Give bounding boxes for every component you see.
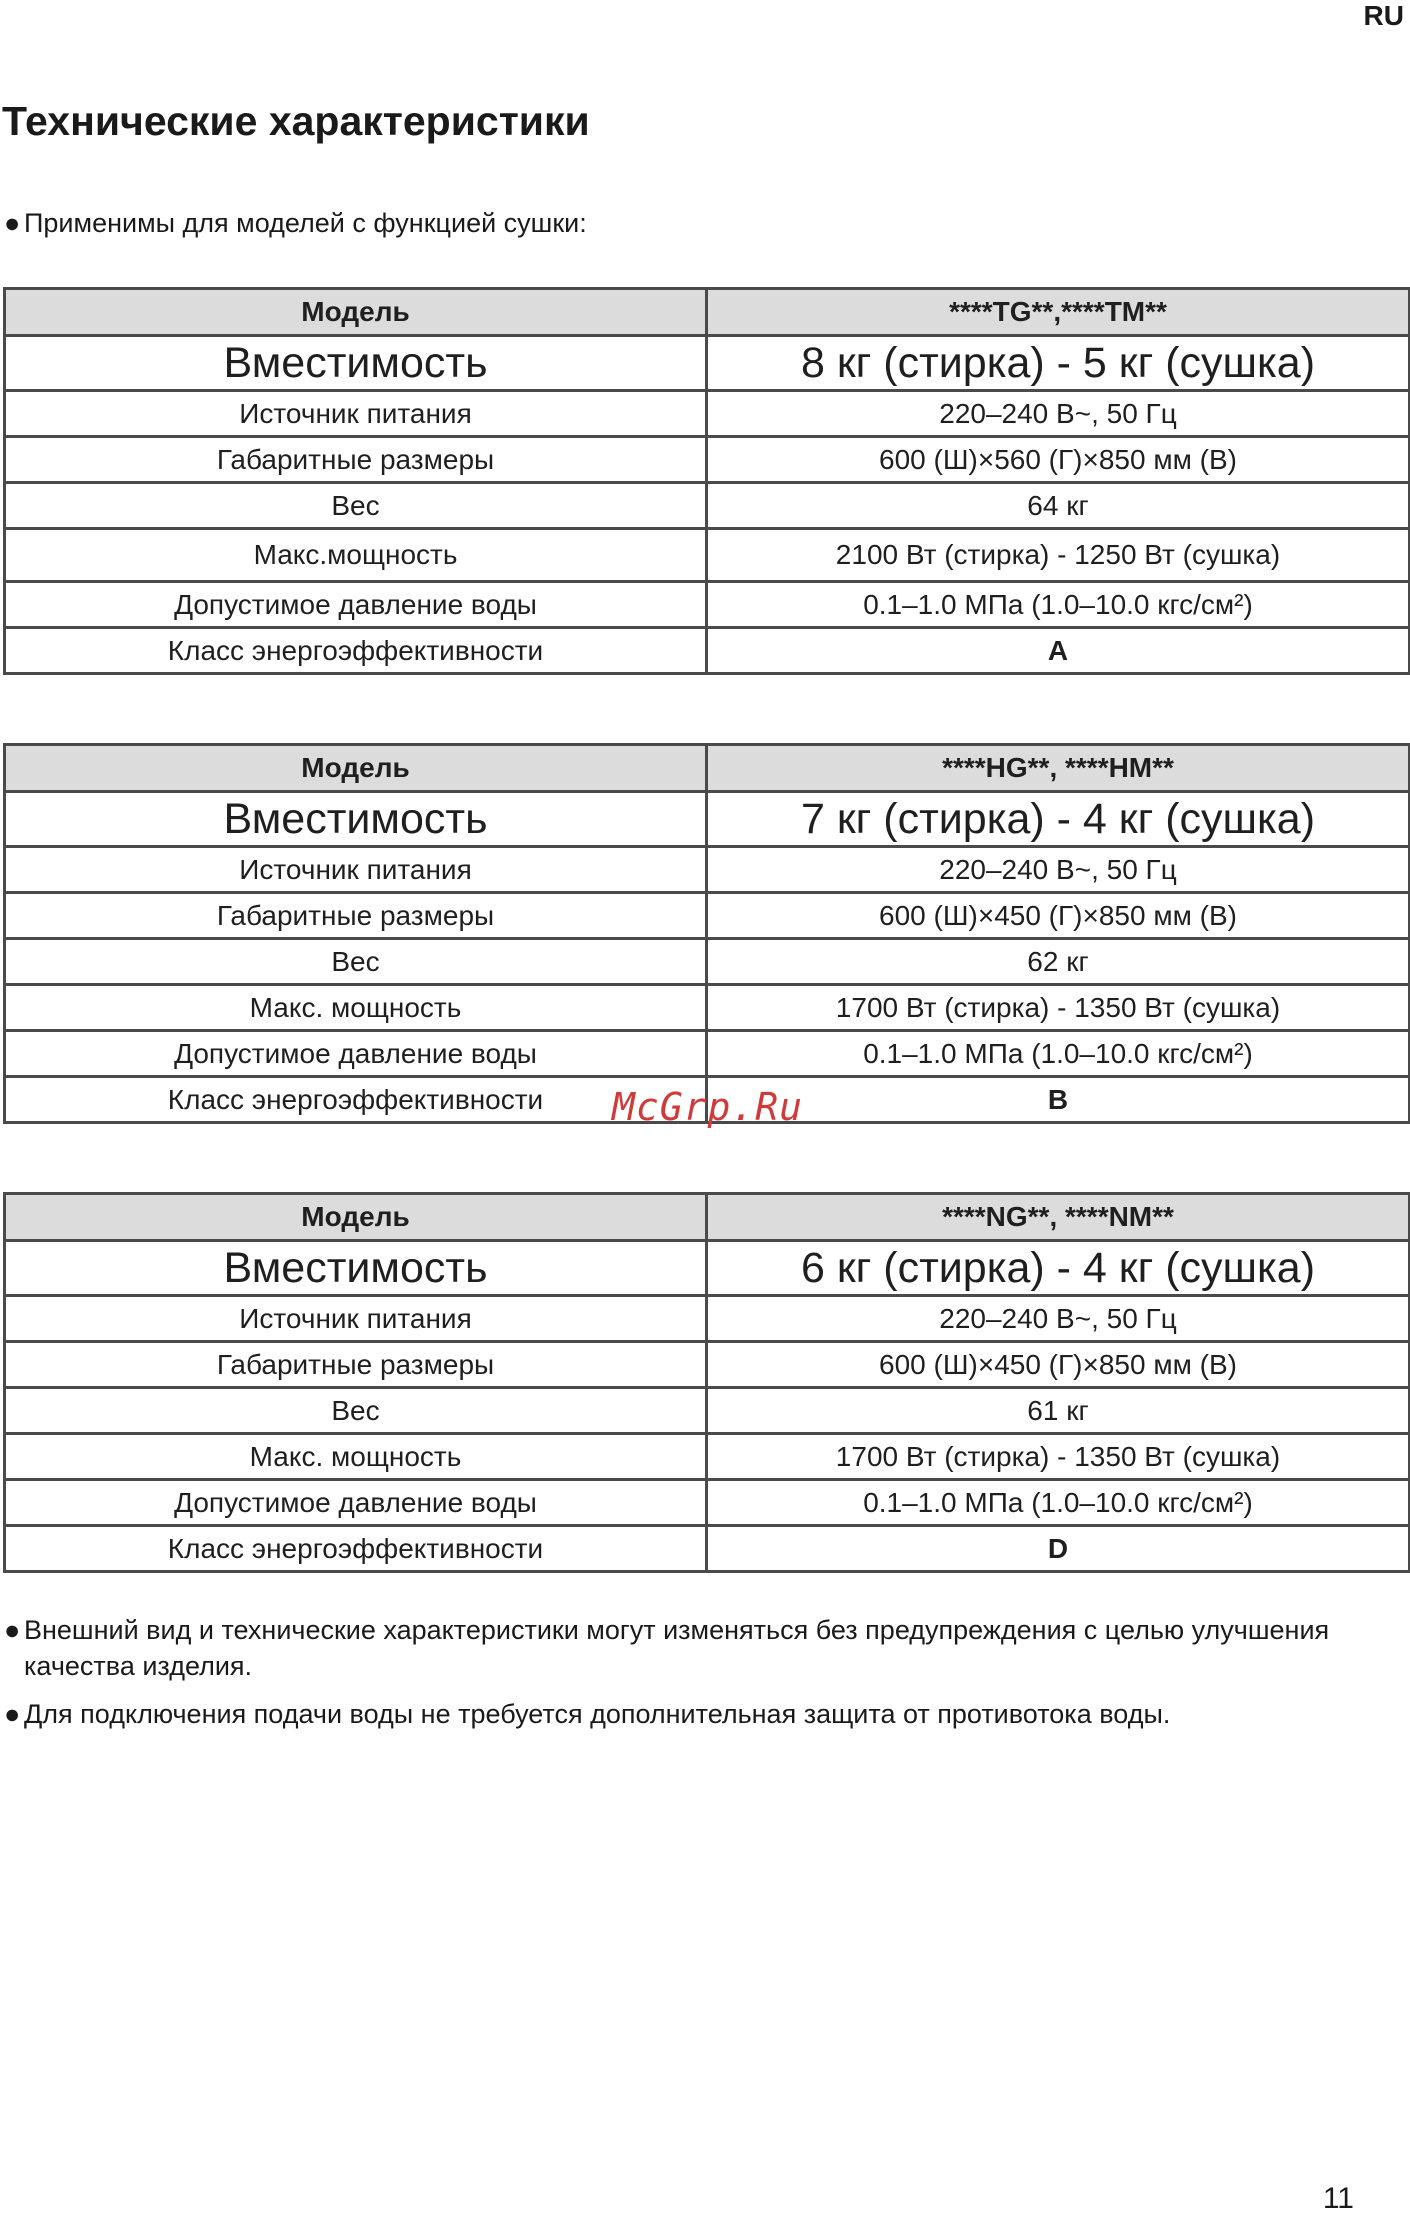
dims-value: 600 (Ш)×450 (Г)×850 мм (В) (707, 1342, 1410, 1388)
table-row (5, 939, 1410, 985)
footnote-item (4, 1696, 1404, 1732)
maxpower-value: 2100 Вт (стирка) - 1250 Вт (сушка) (707, 529, 1410, 582)
table-row (5, 437, 1410, 483)
energy-value: D (707, 1526, 1410, 1572)
intro-note (4, 208, 587, 239)
maxpower-value: 1700 Вт (стирка) - 1350 Вт (сушка) (707, 1434, 1410, 1480)
table-row (5, 847, 1410, 893)
energy-label: Класс энергоэффективности (5, 628, 707, 674)
footnote-text: Для подключения подачи воды не требуется дополнительная защита от противотока воды. (24, 1699, 1171, 1729)
model-label: Модель (5, 1194, 707, 1241)
power-label: Источник питания (5, 391, 707, 437)
table-row (5, 1434, 1410, 1480)
model-label: Модель (5, 745, 707, 792)
watermark: McGrp.Ru (612, 1085, 804, 1129)
table-row (5, 1526, 1410, 1572)
bullet-icon: ● (4, 1615, 21, 1645)
spec-table-1 (3, 287, 1410, 675)
maxpower-label: Макс.мощность (5, 529, 707, 582)
model-value: ****HG**, ****HM** (707, 745, 1410, 792)
language-label: RU (1363, 0, 1404, 31)
table-row (5, 792, 1410, 847)
table-row (5, 336, 1410, 391)
dims-label: Габаритные размеры (5, 1342, 707, 1388)
maxpower-label: Макс. мощность (5, 1434, 707, 1480)
table-row (5, 1342, 1410, 1388)
footnote-item (4, 1612, 1404, 1684)
pressure-value: 0.1–1.0 МПа (1.0–10.0 кгс/см²) (707, 1031, 1410, 1077)
dims-value: 600 (Ш)×560 (Г)×850 мм (В) (707, 437, 1410, 483)
table-row (5, 529, 1410, 582)
table-row (5, 745, 1410, 792)
power-label: Источник питания (5, 847, 707, 893)
energy-label: Класс энергоэффективности (5, 1077, 707, 1123)
pressure-label: Допустимое давление воды (5, 582, 707, 628)
pressure-label: Допустимое давление воды (5, 1480, 707, 1526)
table-row (5, 1480, 1410, 1526)
capacity-label: Вместимость (5, 792, 707, 847)
power-label: Источник питания (5, 1296, 707, 1342)
table-row (5, 391, 1410, 437)
table-row (5, 1194, 1410, 1241)
energy-value: A (707, 628, 1410, 674)
table-row (5, 628, 1410, 674)
model-value: ****TG**,****TM** (707, 289, 1410, 336)
weight-value: 62 кг (707, 939, 1410, 985)
page-number: 11 (1322, 2182, 1354, 2215)
table-row (5, 289, 1410, 336)
pressure-label: Допустимое давление воды (5, 1031, 707, 1077)
table-row (5, 483, 1410, 529)
maxpower-value: 1700 Вт (стирка) - 1350 Вт (сушка) (707, 985, 1410, 1031)
dims-label: Габаритные размеры (5, 437, 707, 483)
power-value: 220–240 В~, 50 Гц (707, 1296, 1410, 1342)
bullet-icon: ● (4, 208, 21, 238)
capacity-label: Вместимость (5, 336, 707, 391)
dims-value: 600 (Ш)×450 (Г)×850 мм (В) (707, 893, 1410, 939)
table-row (5, 985, 1410, 1031)
table-row (5, 893, 1410, 939)
maxpower-label: Макс. мощность (5, 985, 707, 1031)
footnotes (4, 1612, 1404, 1744)
model-label: Модель (5, 289, 707, 336)
weight-label: Вес (5, 939, 707, 985)
capacity-value: 8 кг (стирка) - 5 кг (сушка) (707, 336, 1410, 391)
table-row (5, 1031, 1410, 1077)
weight-label: Вес (5, 1388, 707, 1434)
spec-table-2 (3, 743, 1410, 1124)
weight-value: 61 кг (707, 1388, 1410, 1434)
dims-label: Габаритные размеры (5, 893, 707, 939)
energy-value: B (707, 1077, 1410, 1123)
table-row (5, 1241, 1410, 1296)
energy-label: Класс энергоэффективности (5, 1526, 707, 1572)
table-row (5, 1388, 1410, 1434)
weight-value: 64 кг (707, 483, 1410, 529)
table-row (5, 1296, 1410, 1342)
weight-label: Вес (5, 483, 707, 529)
table-row (5, 582, 1410, 628)
spec-table-3 (3, 1192, 1410, 1573)
bullet-icon: ● (4, 1699, 21, 1729)
power-value: 220–240 В~, 50 Гц (707, 391, 1410, 437)
power-value: 220–240 В~, 50 Гц (707, 847, 1410, 893)
capacity-value: 6 кг (стирка) - 4 кг (сушка) (707, 1241, 1410, 1296)
page-title: Технические характеристики (2, 98, 590, 144)
intro-text: Применимы для моделей с функцией сушки: (24, 208, 587, 238)
model-value: ****NG**, ****NM** (707, 1194, 1410, 1241)
footnote-text: Внешний вид и технические характеристики могут изменяться без предупреждения с целью улучшения качества изделия. (24, 1615, 1330, 1681)
capacity-label: Вместимость (5, 1241, 707, 1296)
pressure-value: 0.1–1.0 МПа (1.0–10.0 кгс/см²) (707, 1480, 1410, 1526)
capacity-value: 7 кг (стирка) - 4 кг (сушка) (707, 792, 1410, 847)
pressure-value: 0.1–1.0 МПа (1.0–10.0 кгс/см²) (707, 582, 1410, 628)
